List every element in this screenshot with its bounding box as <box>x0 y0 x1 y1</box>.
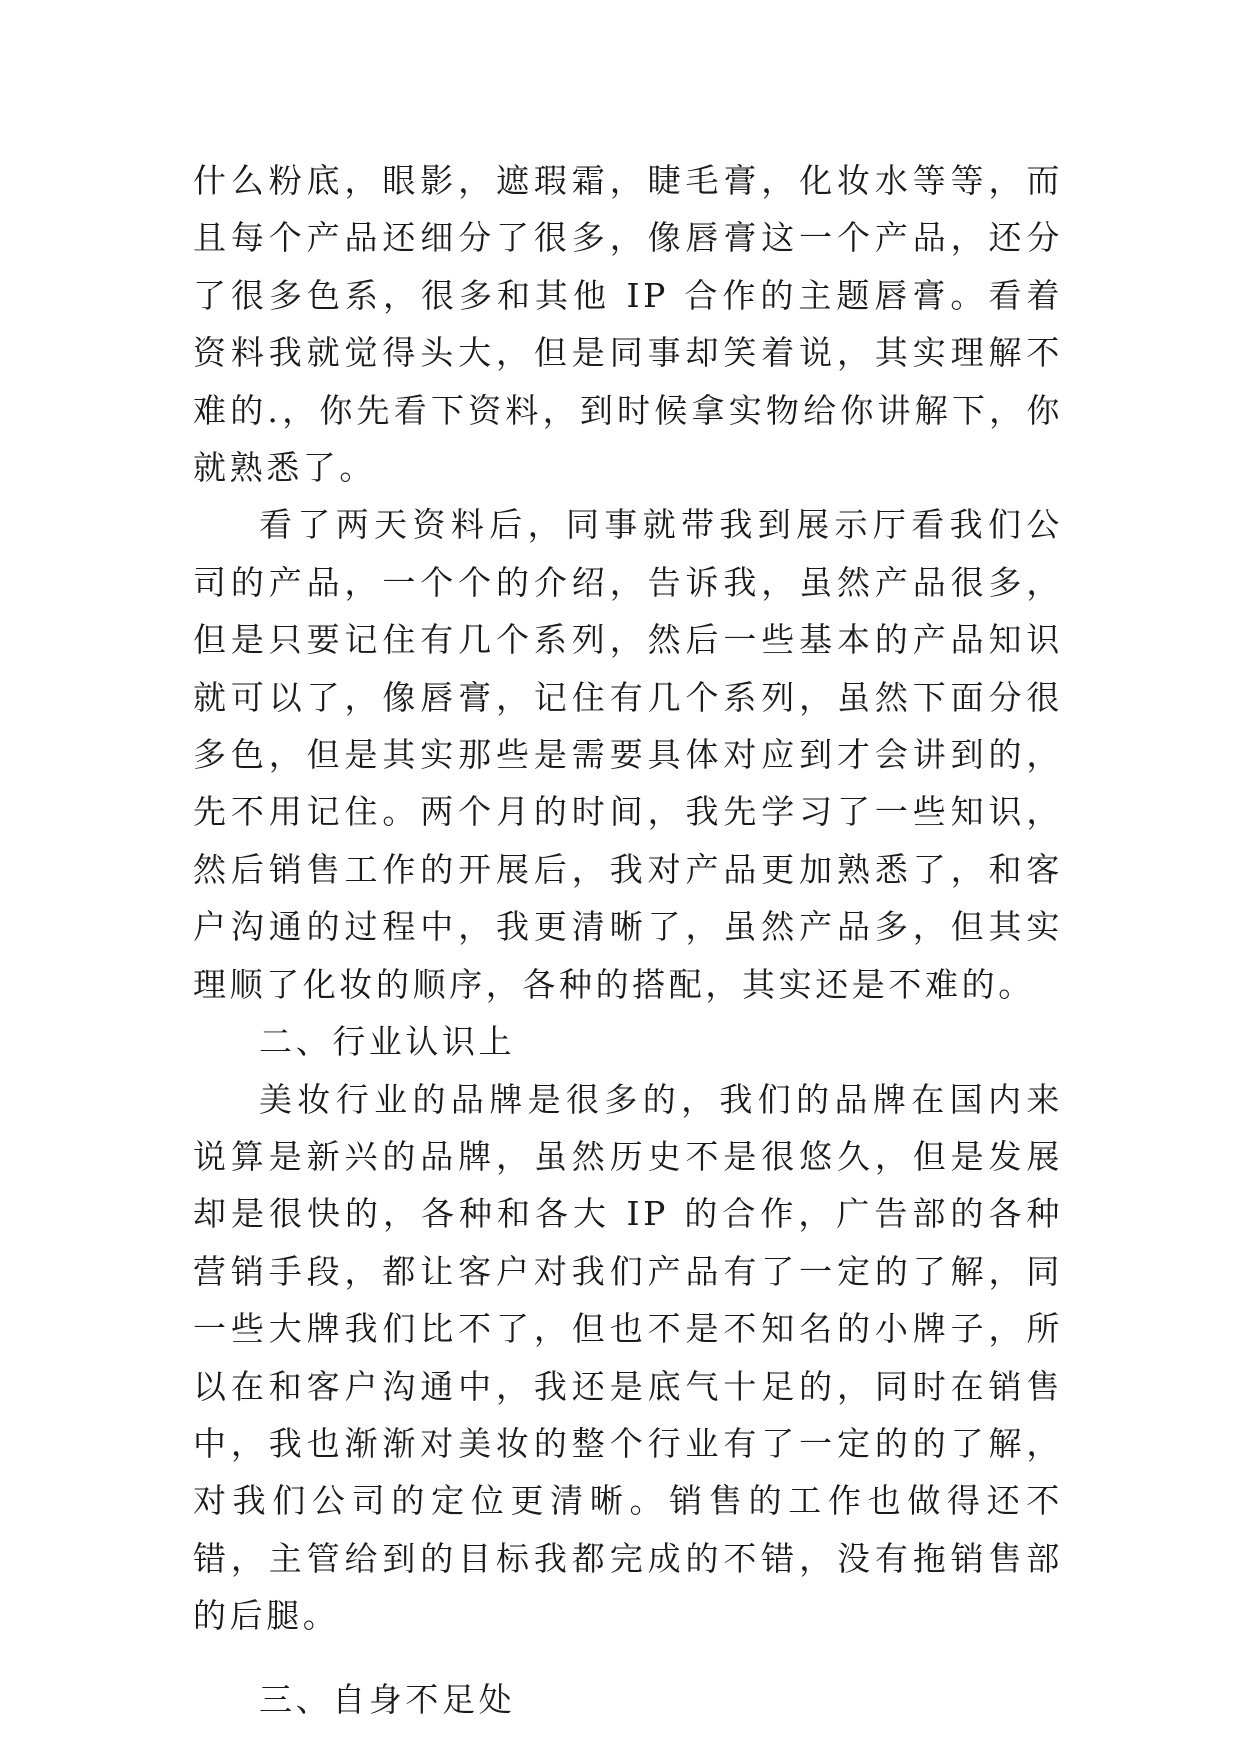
section-heading-shortcomings: 三、自身不足处 <box>259 1679 516 1719</box>
section-heading-industry: 二、行业认识上 <box>259 1022 516 1062</box>
paragraph-industry-understanding: 美妆行业的品牌是很多的，我们的品牌在国内来说算是新兴的品牌，虽然历史不是很悠久，但是发展却是很快的，各种和各大 IP 的合作，广告部的各种营销手段，都让客户对我们产品有了一定的了解，同一些大牌我们比不了，但也不是不知名的小牌子，所以在和客户沟通中，我还是底气十足的，同时在销售中，我也渐渐对美妆的整个行业有了一定的的了解，对我们公司的定位更清晰。销售的工作也做得还不错，主管给到的目标我都完成的不错，没有拖销售部的后腿。 <box>193 1079 1063 1636</box>
paragraph-product-learning: 看了两天资料后，同事就带我到展示厅看我们公司的产品，一个个的介绍，告诉我，虽然产品很多，但是只要记住有几个系列，然后一些基本的产品知识就可以了，像唇膏，记住有几个系列，虽然下面分很多色，但是其实那些是需要具体对应到才会讲到的，先不用记住。两个月的时间，我先学习了一些知识，然后销售工作的开展后，我对产品更加熟悉了，和客户沟通的过程中，我更清晰了，虽然产品多，但其实理顺了化妆的顺序，各种的搭配，其实还是不难的。 <box>193 505 1063 1004</box>
paragraph-products-overview: 什么粉底，眼影，遮瑕霜，睫毛膏，化妆水等等，而且每个产品还细分了很多，像唇膏这一个产品，还分了很多色系，很多和其他 IP 合作的主题唇膏。看着资料我就觉得头大，但是同事却笑着说，其实理解不难的.，你先看下资料，到时候拿实物给你讲解下，你就熟悉了。 <box>193 161 1063 488</box>
document-body <box>193 152 1063 1728</box>
